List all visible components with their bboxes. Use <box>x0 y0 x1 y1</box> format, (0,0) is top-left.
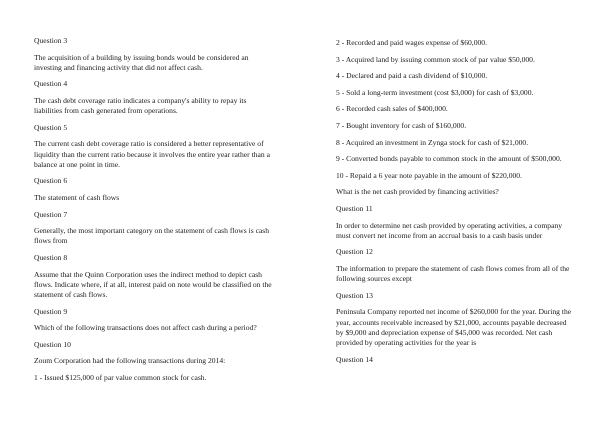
question-heading: Question 7 <box>34 209 68 219</box>
transaction-item: 6 - Recorded cash sales of $400,000. <box>336 104 448 114</box>
question-text: Peninsula Company reported net income of $260,000 for the year. During the year, accounts receivable increased by $21,000, accounts payable decreased by $9,000 and depreciation expense of $45,000 was recorded. Net cash provided by operating activities for the year is <box>336 307 572 347</box>
question-heading: Question 6 <box>34 176 68 186</box>
transaction-item: 8 - Acquired an investment in Zynga stock for cash of $21,000. <box>336 137 529 147</box>
question-text: Zoum Corporation had the following transactions during 2014: <box>34 356 226 366</box>
question-text: The information to prepare the statement of cash flows comes from all of the following sources except <box>336 263 570 284</box>
question-text: The acquisition of a building by issuing bonds would be considered an investing and financing activity that did not affect cash. <box>34 52 249 72</box>
transaction-item: 10 - Repaid a 6 year note payable in the amount of $220,000. <box>336 170 522 180</box>
question-heading: Question 11 <box>336 203 373 213</box>
transaction-item: 4 - Declared and paid a cash dividend of $10,000. <box>336 71 488 81</box>
question-heading: Question 13 <box>336 290 373 300</box>
transaction-item: 9 - Converted bonds payable to common stock in the amount of $500,000. <box>336 154 562 164</box>
question-text: What is the net cash provided by financing activities? <box>336 187 499 197</box>
transaction-item: 1 - Issued $125,000 of par value common stock for cash. <box>34 372 207 382</box>
question-heading: Question 12 <box>336 247 373 257</box>
question-heading: Question 8 <box>34 252 68 262</box>
transaction-item: 7 - Bought inventory for cash of $160,000. <box>336 120 467 130</box>
question-heading: Question 14 <box>336 354 373 364</box>
question-heading: Question 3 <box>34 36 68 45</box>
question-text: The current cash debt coverage ratio is considered a better representative of liquidity than the current ratio because it involves the entire year rather than a balance at one point in time. <box>34 139 270 169</box>
question-text: Generally, the most important category on the statement of cash flows is cash flows from <box>34 226 270 246</box>
question-text: Which of the following transactions does not affect cash during a period? <box>34 323 257 333</box>
question-heading: Question 10 <box>34 339 71 349</box>
transaction-item: 5 - Sold a long-term investment (cost $3,000) for cash of $3,000. <box>336 87 534 97</box>
question-text: In order to determine net cash provided by operating activities, a company must convert net income from an accrual basis to a cash basis under <box>336 220 563 240</box>
question-text: Assume that the Quinn Corporation uses the indirect method to depict cash flows. Indicate where, if at all, interest paid on note would be classified on the statement of cash flows. <box>34 269 272 299</box>
question-text: The statement of cash flows <box>34 192 120 202</box>
question-heading: Question 4 <box>34 79 68 89</box>
transaction-item: 2 - Recorded and paid wages expense of $60,000. <box>336 38 487 47</box>
transaction-item: 3 - Acquired land by issuing common stock of par value $50,000. <box>336 54 535 64</box>
question-text: The cash debt coverage ratio indicates a company's ability to repay its liabilities from cash generated from operations. <box>34 95 247 116</box>
question-heading: Question 5 <box>34 122 68 132</box>
question-heading: Question 9 <box>34 306 68 316</box>
left-column <box>34 36 272 390</box>
right-column <box>336 38 572 371</box>
